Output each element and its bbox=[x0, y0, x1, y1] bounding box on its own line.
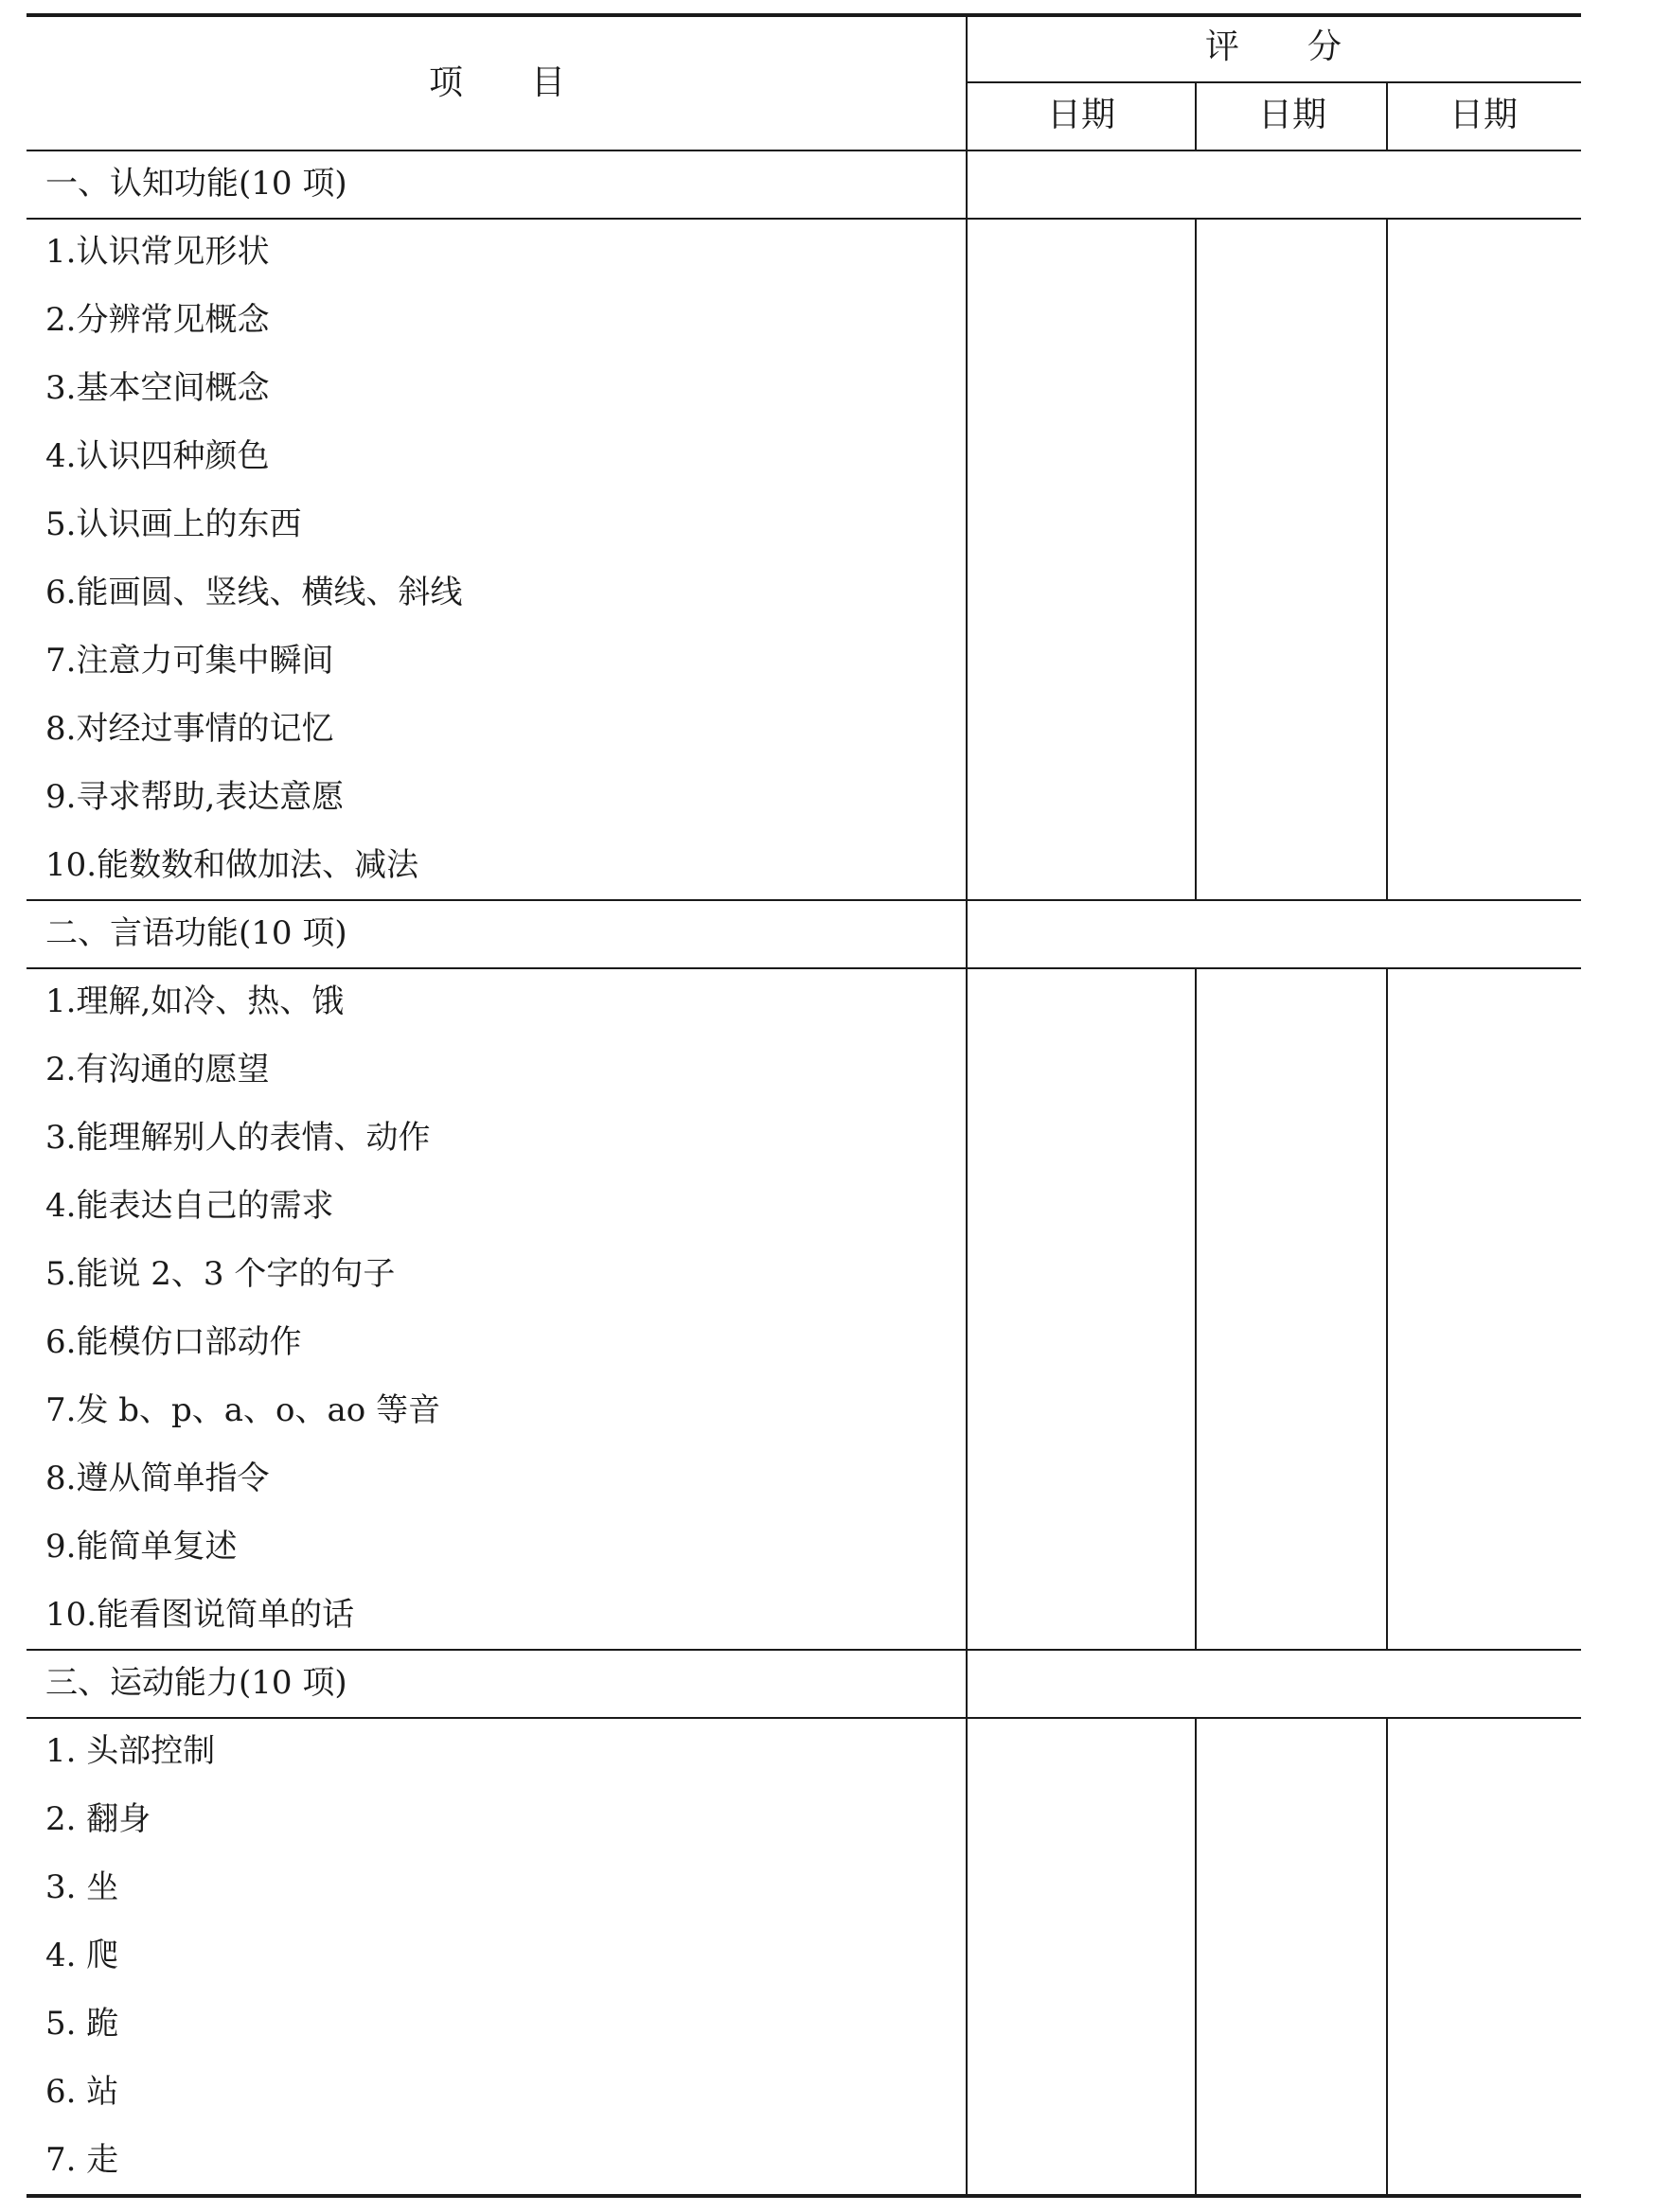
section-title: 一、认知功能(10 项) bbox=[45, 165, 347, 203]
list-item: 5.能说 2、3 个字的句子 bbox=[45, 1255, 396, 1293]
list-item: 7. 走 bbox=[45, 2141, 119, 2179]
list-item: 1. 头部控制 bbox=[45, 1732, 216, 1770]
header-item-label: 项 目 bbox=[428, 63, 565, 102]
list-item: 8.遵从简单指令 bbox=[45, 1460, 270, 1497]
column-divider-items bbox=[966, 218, 968, 899]
column-divider-date-2 bbox=[1386, 1717, 1388, 2194]
header-score-label: 评 分 bbox=[1204, 27, 1342, 66]
list-item: 10.能数数和做加法、减法 bbox=[45, 846, 419, 884]
column-divider-date-1 bbox=[1195, 967, 1197, 1649]
header-date-divider-2 bbox=[1386, 81, 1388, 150]
list-item: 1.理解,如冷、热、饿 bbox=[45, 982, 345, 1020]
header-date-divider-1 bbox=[1195, 81, 1197, 150]
column-divider-date-1 bbox=[1195, 1717, 1197, 2194]
top-rule bbox=[27, 13, 1581, 17]
column-divider-date-1 bbox=[1195, 218, 1197, 899]
section-end-rule bbox=[27, 1649, 1581, 1651]
column-divider-items bbox=[966, 967, 968, 1649]
header-bottom-rule bbox=[27, 150, 1581, 151]
list-item: 3.基本空间概念 bbox=[45, 369, 270, 407]
list-item: 8.对经过事情的记忆 bbox=[45, 710, 334, 748]
section-title: 三、运动能力(10 项) bbox=[45, 1664, 347, 1702]
section-title-divider bbox=[966, 150, 968, 218]
column-divider-items bbox=[966, 1717, 968, 2194]
section-title-divider bbox=[966, 899, 968, 967]
list-item: 7.注意力可集中瞬间 bbox=[45, 642, 334, 680]
column-divider-date-2 bbox=[1386, 218, 1388, 899]
section-title-divider bbox=[966, 1649, 968, 1717]
list-item: 9.寻求帮助,表达意愿 bbox=[45, 778, 345, 816]
list-item: 6.能模仿口部动作 bbox=[45, 1323, 302, 1361]
section-title: 二、言语功能(10 项) bbox=[45, 914, 347, 952]
list-item: 4. 爬 bbox=[45, 1937, 119, 1974]
list-item: 4.认识四种颜色 bbox=[45, 437, 270, 475]
section-end-rule bbox=[27, 899, 1581, 901]
header-date-1: 日期 bbox=[1046, 96, 1115, 134]
list-item: 9.能简单复述 bbox=[45, 1528, 238, 1566]
list-item: 6. 站 bbox=[45, 2073, 119, 2111]
section-title-rule bbox=[27, 218, 1581, 220]
bottom-rule bbox=[27, 2194, 1581, 2198]
list-item: 6.能画圆、竖线、横线、斜线 bbox=[45, 574, 463, 611]
list-item: 3.能理解别人的表情、动作 bbox=[45, 1119, 431, 1157]
section-title-rule bbox=[27, 967, 1581, 969]
header-divider bbox=[966, 13, 968, 150]
list-item: 7.发 b、p、a、o、ao 等音 bbox=[45, 1391, 441, 1429]
list-item: 5. 跪 bbox=[45, 2005, 119, 2043]
list-item: 5.认识画上的东西 bbox=[45, 505, 302, 543]
list-item: 1.认识常见形状 bbox=[45, 233, 270, 271]
list-item: 4.能表达自己的需求 bbox=[45, 1187, 334, 1225]
header-date-3: 日期 bbox=[1449, 96, 1518, 134]
column-divider-date-2 bbox=[1386, 967, 1388, 1649]
score-rule bbox=[968, 81, 1581, 83]
list-item: 2.有沟通的愿望 bbox=[45, 1051, 270, 1088]
header-date-2: 日期 bbox=[1257, 96, 1326, 134]
list-item: 10.能看图说简单的话 bbox=[45, 1596, 355, 1634]
list-item: 2. 翻身 bbox=[45, 1800, 151, 1838]
list-item: 2.分辨常见概念 bbox=[45, 301, 270, 339]
list-item: 3. 坐 bbox=[45, 1868, 119, 1906]
section-title-rule bbox=[27, 1717, 1581, 1719]
